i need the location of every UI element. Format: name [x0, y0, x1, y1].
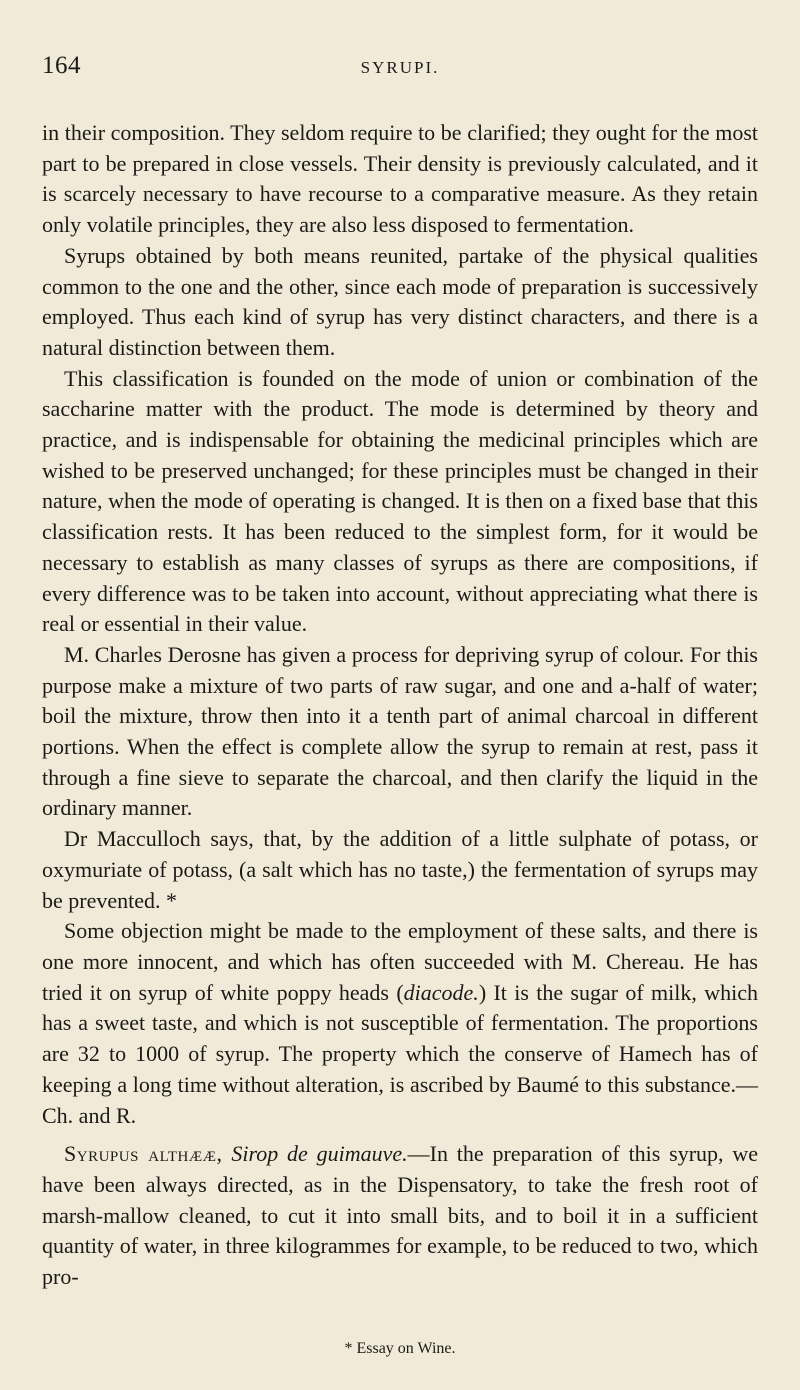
- syrup-heading: Syrupus althææ,: [64, 1141, 223, 1167]
- paragraph-7-text: —In the preparation of this syrup, we have been always directed, as in the Dispensatory, to take the fresh root of marsh-mallow cleaned, to cut it into small bits, and to boil it in a sufficient quantity of water, in three kilogrammes for example, to be reduced to two, which pro-: [42, 1141, 759, 1290]
- paragraph-6: [42, 916, 758, 1131]
- paragraph-7: [42, 1139, 758, 1293]
- running-head: SYRUPI.: [360, 58, 440, 77]
- page-header: [42, 52, 758, 92]
- french-name: Sirop de guimauve.: [231, 1141, 408, 1167]
- paragraph-2: Syrups obtained by both means reunited, partake of the physical qualities common to the one and the other, since each mode of preparation is successively employed. Thus each kind of syrup has very distinct characters, and there is a natural distinction between them.: [42, 242, 758, 360]
- paragraph-6-text-b: ) It is the sugar of milk, which has a sweet taste, and which is not susceptible of fermentation. The proportions are 32 to 1000 of syrup. The property which the conserve of Hamech has of keeping a long time without alteration, is ascribed by Baumé to this substance.—Ch. and R.: [42, 979, 758, 1128]
- footnote: * Essay on Wine.: [344, 1340, 456, 1357]
- page-number: 164: [42, 52, 81, 79]
- paragraph-4: M. Charles Derosne has given a process for depriving syrup of colour. For this purpose make a mixture of two parts of raw sugar, and one and a-half of water; boil the mixture, throw then into it a tenth part of animal charcoal in different portions. When the effect is complete allow the syrup to remain at rest, pass it through a fine sieve to separate the charcoal, and then clarify the liquid in the ordinary manner.: [42, 641, 758, 821]
- paragraph-3: This classification is founded on the mode of union or combination of the saccharine matter with the product. The mode is determined by theory and practice, and is indispensable for obtaining the medicinal principles which are wished to be preserved unchanged; for these principles must be changed in their nature, when the mode of operating is changed. It is then on a fixed base that this classification rests. It has been reduced to the simplest form, for it would be necessary to establish as many classes of syrups as there are compositions, if every difference was to be taken into account, without appreciating what there is real or essential in their value.: [42, 365, 758, 637]
- paragraph-5: Dr Macculloch says, that, by the addition of a little sulphate of potass, or oxymuriate of potass, (a salt which has no taste,) the fermentation of syrups may be prevented. *: [42, 826, 758, 913]
- paragraph-6-italic: diacode.: [403, 979, 479, 1005]
- paragraph-6-text-a: Some objection might be made to the employment of these salts, and there is one more innocent, and which has often succeeded with M. Chereau. He has tried it on syrup of white poppy heads (: [42, 918, 758, 1005]
- body-text: [42, 118, 758, 1293]
- paragraph-1: in their composition. They seldom require to be clarified; they ought for the most part to be prepared in close vessels. Their density is previously calculated, and it is scarcely necessary to have recourse to a comparative measure. As they retain only volatile principles, they are also less disposed to fermentation.: [42, 120, 758, 238]
